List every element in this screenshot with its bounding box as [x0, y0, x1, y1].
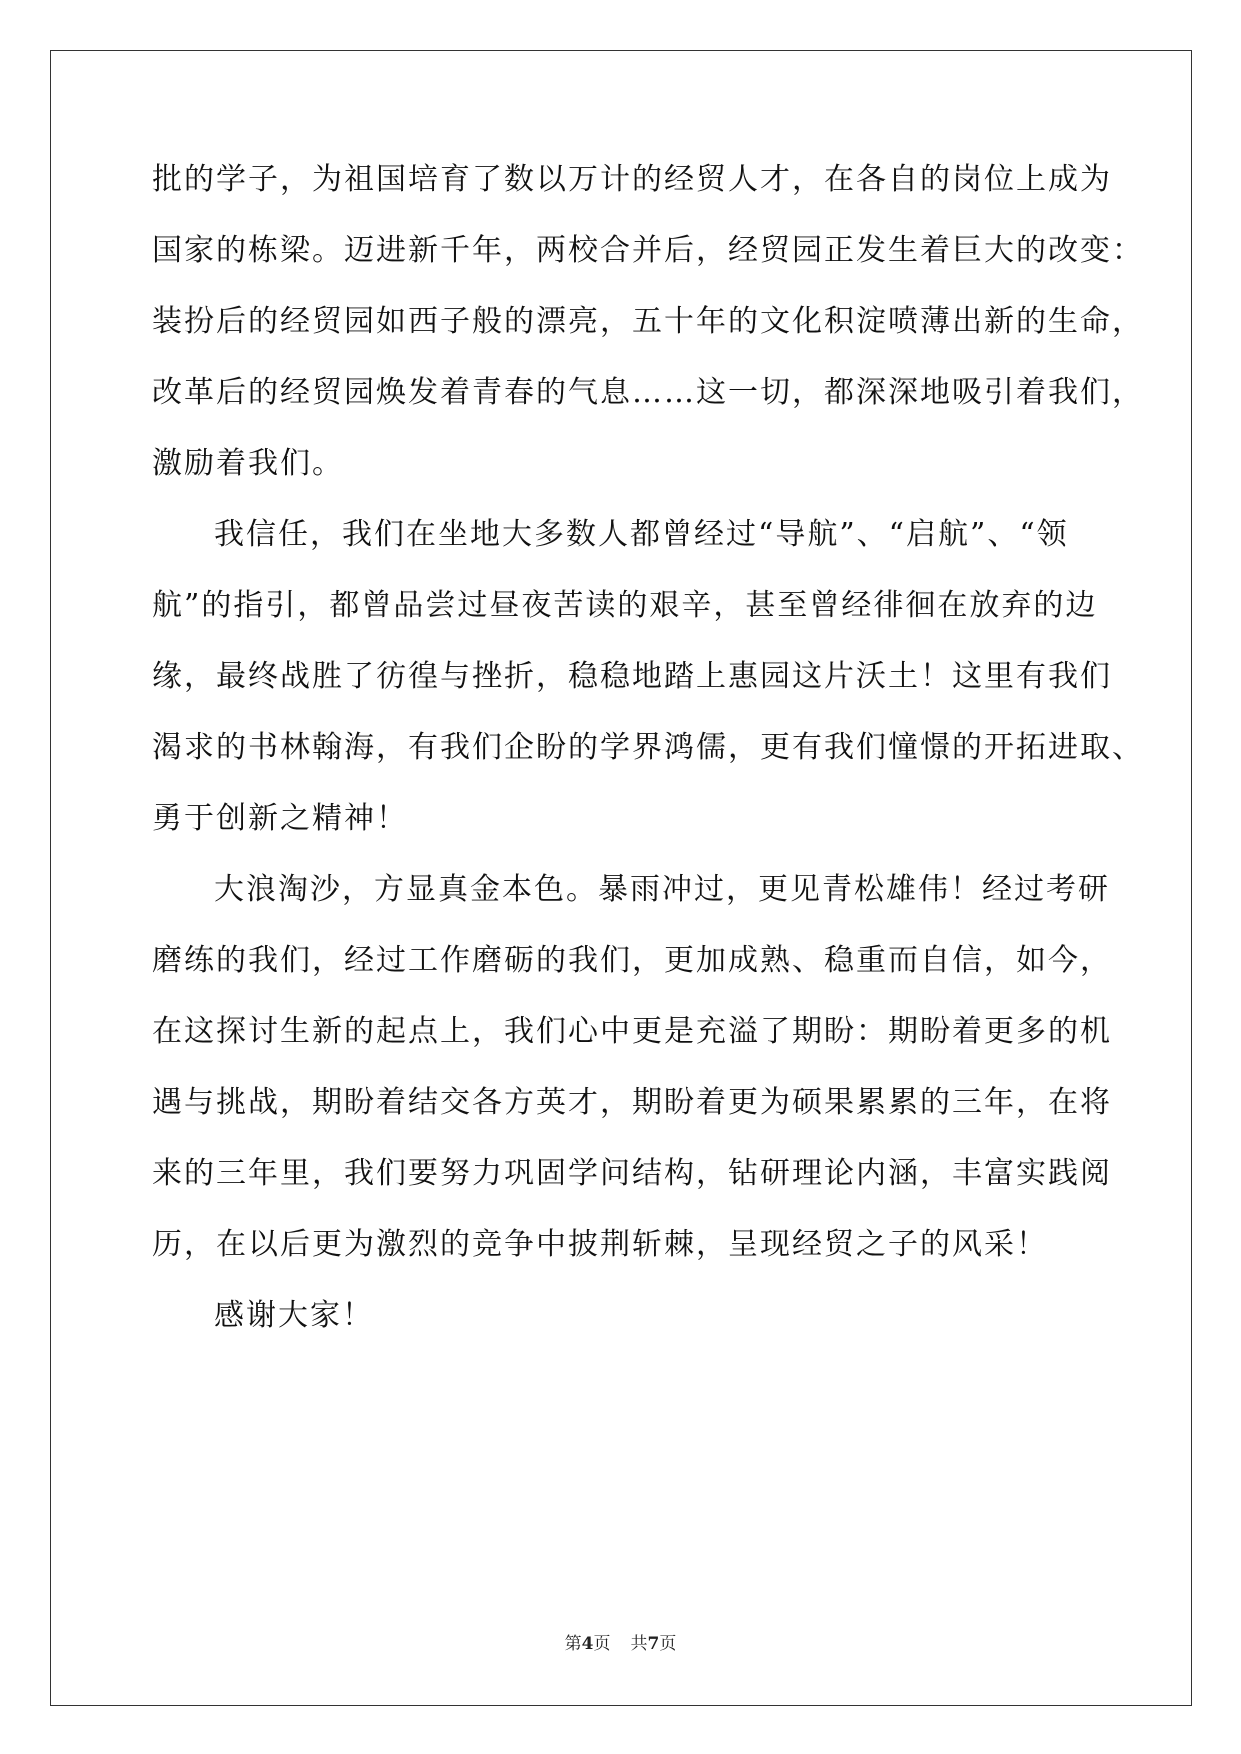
- text-line: 磨练的我们，经过工作磨砺的我们，更加成熟、稳重而自信，如今，: [152, 943, 1112, 978]
- text-line: 改革后的经贸园焕发着青春的气息……这一切，都深深地吸引着我们，: [152, 375, 1144, 410]
- text-line: 勇于创新之精神！: [152, 801, 408, 836]
- text-line: 国家的栋梁。迈进新千年，两校合并后，经贸园正发生着巨大的改变：: [152, 233, 1144, 268]
- total-pages: 7: [647, 1634, 660, 1654]
- text-line: 装扮后的经贸园如西子般的漂亮，五十年的文化积淀喷薄出新的生命，: [152, 304, 1144, 339]
- text-line: 缘，最终战胜了彷徨与挫折，稳稳地踏上惠园这片沃土！这里有我们: [152, 659, 1112, 694]
- text-line: 批的学子，为祖国培育了数以万计的经贸人才，在各自的岗位上成为: [152, 162, 1112, 197]
- page-footer: [0, 1632, 1241, 1656]
- page-suffix: 页: [593, 1634, 611, 1654]
- total-suffix: 页: [659, 1634, 677, 1654]
- text-line: 在这探讨生新的起点上，我们心中更是充溢了期盼：期盼着更多的机: [152, 1014, 1112, 1049]
- text-line: 激励着我们。: [152, 446, 344, 481]
- paragraph-first-line: 大浪淘沙，方显真金本色。暴雨冲过，更见青松雄伟！经过考研: [214, 872, 1110, 907]
- text-line: 航”的指引，都曾品尝过昼夜苦读的艰辛，甚至曾经徘徊在放弃的边: [152, 588, 1098, 623]
- total-prefix: 共: [630, 1634, 648, 1654]
- text-line: 历，在以后更为激烈的竞争中披荆斩棘，呈现经贸之子的风采！: [152, 1227, 1048, 1262]
- closing-line: 感谢大家！: [214, 1298, 374, 1333]
- text-line: 遇与挑战，期盼着结交各方英才，期盼着更为硕果累累的三年，在将: [152, 1085, 1112, 1120]
- page-prefix: 第: [564, 1634, 582, 1654]
- text-line: 来的三年里，我们要努力巩固学问结构，钻研理论内涵，丰富实践阅: [152, 1156, 1112, 1191]
- page-number: 4: [581, 1634, 594, 1654]
- text-line: 渴求的书林翰海，有我们企盼的学界鸿儒，更有我们憧憬的开拓进取、: [152, 730, 1144, 765]
- paragraph-first-line: 我信任，我们在坐地大多数人都曾经过“导航”、“启航”、“领: [214, 517, 1069, 552]
